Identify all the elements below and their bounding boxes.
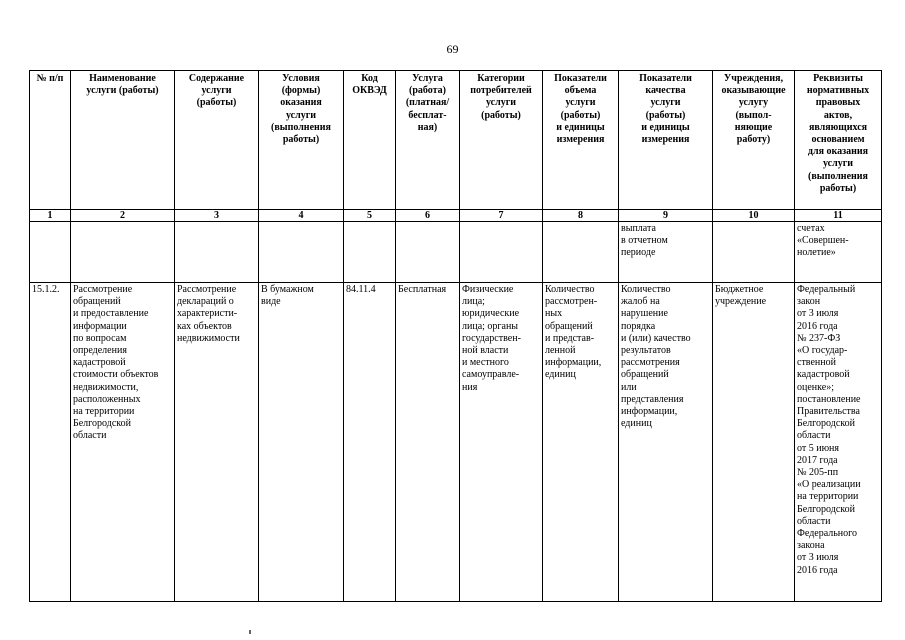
column-number: 1 [30, 210, 71, 222]
institutions-cell: Бюджетное учреждение [713, 283, 795, 602]
table-cell: счетах «Совершен- нолетие» [795, 222, 882, 283]
header-row [30, 71, 882, 210]
col-header-number: № п/п [30, 71, 71, 210]
col-header-okved: Код ОКВЭД [344, 71, 396, 210]
okved-cell: 84.11.4 [344, 283, 396, 602]
col-header-consumers: Категории потребителей услуги (работы) [460, 71, 543, 210]
consumers-cell: Физические лица; юридические лица; органы государствен- ной власти и местного самоуправле- ния [460, 283, 543, 602]
column-number: 4 [259, 210, 344, 222]
table-row-continuation [30, 222, 882, 283]
col-header-quality-indicators: Показатели качества услуги (работы) и единицы измерения [619, 71, 713, 210]
table-cell [259, 222, 344, 283]
table-cell [396, 222, 460, 283]
column-numbers-row [30, 210, 882, 222]
table-row-15-1-2 [30, 283, 882, 602]
table-cell [460, 222, 543, 283]
column-number: 2 [71, 210, 175, 222]
column-number: 7 [460, 210, 543, 222]
column-number: 6 [396, 210, 460, 222]
column-number: 3 [175, 210, 259, 222]
column-number: 11 [795, 210, 882, 222]
page-number: 69 [446, 42, 459, 56]
conditions-cell: В бумажном виде [259, 283, 344, 602]
table-cell [30, 222, 71, 283]
table-cell [344, 222, 396, 283]
table-cell [71, 222, 175, 283]
col-header-conditions: Условия (формы) оказания услуги (выполнения работы) [259, 71, 344, 210]
col-header-service-name: Наименование услуги (работы) [71, 71, 175, 210]
col-header-volume-indicators: Показатели объема услуги (работы) и единицы измерения [543, 71, 619, 210]
column-number: 10 [713, 210, 795, 222]
column-number: 5 [344, 210, 396, 222]
table-cell: выплата в отчетном периоде [619, 222, 713, 283]
scan-artifact [249, 630, 251, 634]
table-cell [713, 222, 795, 283]
volume-indicators-cell: Количество рассмотрен- ных обращений и представ- ленной информации, единиц [543, 283, 619, 602]
paid-free-cell: Бесплатная [396, 283, 460, 602]
quality-indicators-cell: Количество жалоб на нарушение порядка и (или) качество результатов рассмотрения обращений или представления информации, единиц [619, 283, 713, 602]
table-cell [175, 222, 259, 283]
row-number-cell: 15.1.2. [30, 283, 71, 602]
col-header-content: Содержание услуги (работы) [175, 71, 259, 210]
service-name-cell: Рассмотрение обращений и предоставление информации по вопросам определения кадастровой стоимости объектов недвижимости, расположенных на территории Белгородской области [71, 283, 175, 602]
legal-acts-cell: Федеральный закон от 3 июля 2016 года № 237-ФЗ «О государ- ственной кадастровой оценке»; постановление Правительства Белгородской области от 5 июня 2017 года № 205-пп «О реализации на территории Белгородской области Федерального закона от 3 июля 2016 года [795, 283, 882, 602]
services-register-table [29, 70, 882, 602]
col-header-institutions: Учреждения, оказывающие услугу (выпол- няющие работу) [713, 71, 795, 210]
col-header-paid-free: Услуга (работа) (платная/ бесплат- ная) [396, 71, 460, 210]
column-number: 8 [543, 210, 619, 222]
column-number: 9 [619, 210, 713, 222]
service-content-cell: Рассмотрение деклараций о характеристи- ках объектов недвижимости [175, 283, 259, 602]
col-header-legal-acts: Реквизиты нормативных правовых актов, являющихся основанием для оказания услуги (выполнения работы) [795, 71, 882, 210]
table-cell [543, 222, 619, 283]
